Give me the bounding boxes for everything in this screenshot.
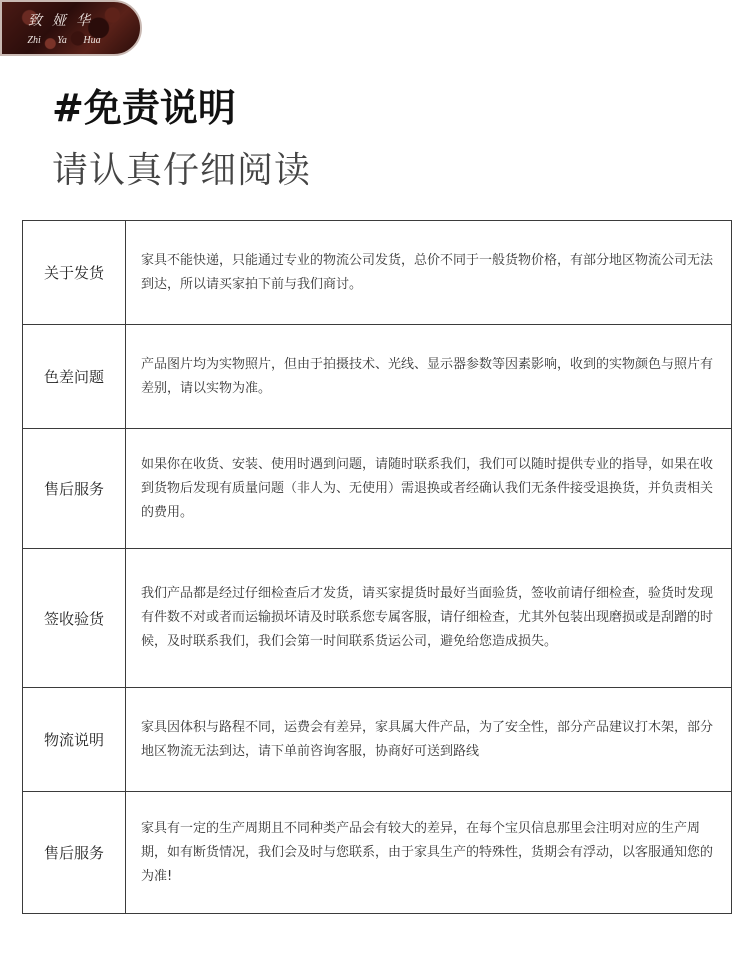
brand-logo xyxy=(0,0,142,56)
row-text-after-sales: 如果你在收货、安装、使用时遇到问题，请随时联系我们，我们可以随时提供专业的指导，如果在收到货物后发现有质量问题（非人为、无使用）需退换或者经确认我们无条件接受退换货，并负责相关的费用。 xyxy=(126,429,732,549)
row-text-logistics: 家具因体积与路程不同，运费会有差异，家具属大件产品，为了安全性，部分产品建议打木架，部分地区物流无法到达，请下单前咨询客服，协商好可送到路线 xyxy=(126,688,732,792)
table-row xyxy=(23,792,732,914)
table-row xyxy=(23,221,732,325)
table-row xyxy=(23,429,732,549)
row-text-after-sales-2: 家具有一定的生产周期且不同种类产品会有较大的差异，在每个宝贝信息那里会注明对应的生产周期，如有断货情况，我们会及时与您联系，由于家具生产的特殊性，货期会有浮动，以客服通知您的为准! xyxy=(126,792,732,914)
row-label-inspection: 签收验货 xyxy=(23,549,126,688)
table-row xyxy=(23,325,732,429)
row-label-logistics: 物流说明 xyxy=(23,688,126,792)
row-text-shipping: 家具不能快递，只能通过专业的物流公司发货，总价不同于一般货物价格，有部分地区物流公司无法到达，所以请买家拍下前与我们商讨。 xyxy=(126,221,732,325)
page-subtitle: 请认真仔细阅读 xyxy=(52,150,312,191)
disclaimer-table xyxy=(22,220,732,914)
table-row xyxy=(23,688,732,792)
row-label-shipping: 关于发货 xyxy=(23,221,126,325)
row-text-inspection: 我们产品都是经过仔细检查后才发货，请买家提货时最好当面验货，签收前请仔细检查，验货时发现有件数不对或者而运输损坏请及时联系您专属客服，请仔细检查，尤其外包装出现磨损或是刮蹭的时候，及时联系我们，我们会第一时间联系货运公司，避免给您造成损失。 xyxy=(126,549,732,688)
table-row xyxy=(23,549,732,688)
logo-pinyin-name: Zhi Ya Hua xyxy=(27,35,101,46)
logo-chinese-name: 致娅华 xyxy=(28,13,100,29)
row-label-after-sales: 售后服务 xyxy=(23,429,126,549)
page-title: #免责说明 xyxy=(52,86,236,130)
row-label-after-sales-2: 售后服务 xyxy=(23,792,126,914)
row-text-color-difference: 产品图片均为实物照片，但由于拍摄技术、光线、显示器参数等因素影响，收到的实物颜色与照片有差别，请以实物为准。 xyxy=(126,325,732,429)
row-label-color-difference: 色差问题 xyxy=(23,325,126,429)
